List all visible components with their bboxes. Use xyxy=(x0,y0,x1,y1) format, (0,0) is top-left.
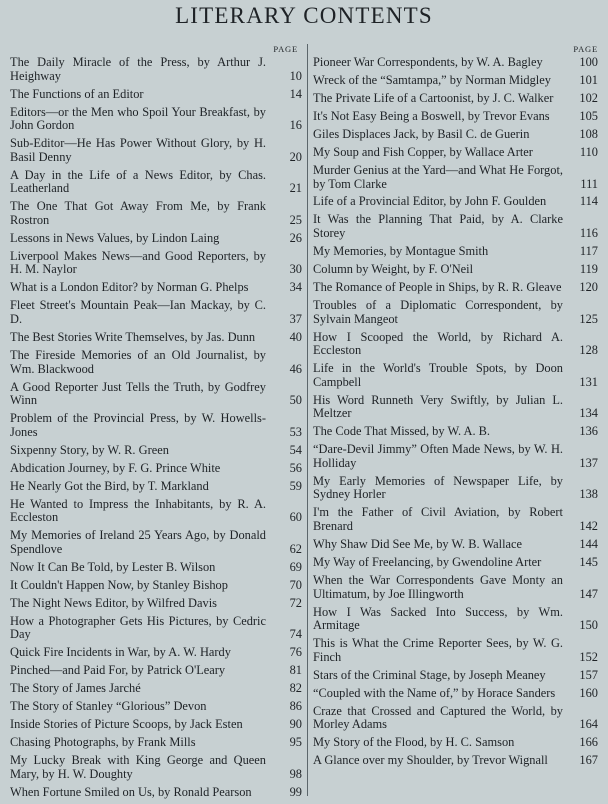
column-divider xyxy=(307,44,308,796)
entry-page-number: 46 xyxy=(289,361,302,376)
entry-page-number: 142 xyxy=(579,519,598,534)
entry-title: A Day in the Life of a News Editor, by Chas. Leatherland xyxy=(10,167,266,196)
entry-title: My Soup and Fish Copper, by Wallace Arter xyxy=(313,144,533,159)
entry-title: Troubles of a Diplomatic Correspondent, by Sylvain Mangeot xyxy=(313,298,563,326)
contents-entry xyxy=(10,498,302,525)
entry-title: It Was the Planning That Paid, by A. Clarke Storey xyxy=(313,212,563,241)
contents-entry xyxy=(313,754,598,768)
contents-entry xyxy=(313,606,598,633)
contents-entry xyxy=(10,682,302,696)
entry-title: It Couldn't Happen Now, by Stanley Bishop xyxy=(10,577,228,592)
contents-entry xyxy=(10,480,302,494)
contents-entry xyxy=(10,381,302,408)
entry-page-number: 90 xyxy=(289,717,302,732)
contents-entry xyxy=(10,579,302,593)
contents-entry xyxy=(313,475,598,502)
entry-title: The Fireside Memories of an Old Journalist, by Wm. Blackwood xyxy=(10,347,266,376)
entry-page-number: 16 xyxy=(289,118,302,133)
entry-page-number: 98 xyxy=(289,766,302,781)
contents-entry xyxy=(313,245,598,259)
entry-title: The Night News Editor, by Wilfred Davis xyxy=(10,595,217,610)
entry-page-number: 134 xyxy=(579,406,598,421)
contents-entry xyxy=(313,331,598,358)
entry-page-number: 99 xyxy=(289,784,302,799)
contents-entry xyxy=(313,705,598,732)
contents-entry xyxy=(313,538,598,552)
entry-page-number: 34 xyxy=(289,280,302,295)
entry-page-number: 21 xyxy=(289,181,302,196)
contents-entry xyxy=(313,195,598,209)
entry-title: It's Not Easy Being a Boswell, by Trevor Evans xyxy=(313,108,550,123)
entry-title: Life in the World's Trouble Spots, by Doon Campbell xyxy=(313,361,563,389)
entry-title: My Story of the Flood, by H. C. Samson xyxy=(313,735,515,750)
entry-page-number: 128 xyxy=(579,343,598,358)
entry-page-number: 166 xyxy=(579,735,598,750)
entry-title: How a Photographer Gets His Pictures, by Cedric Day xyxy=(10,613,266,642)
entry-page-number: 137 xyxy=(579,455,598,470)
entry-page-number: 70 xyxy=(289,577,302,592)
contents-entry xyxy=(10,754,302,781)
entry-title: Fleet Street's Mountain Peak—Ian Mackay, by C. D. xyxy=(10,298,266,327)
entry-title: Lessons in News Values, by Lindon Laing xyxy=(10,230,220,245)
contents-entry xyxy=(10,462,302,476)
entry-page-number: 76 xyxy=(289,645,302,660)
entry-page-number: 167 xyxy=(579,753,598,768)
contents-entry xyxy=(313,299,598,326)
entry-page-number: 60 xyxy=(289,510,302,525)
entry-page-number: 105 xyxy=(579,108,598,123)
entry-title: Problem of the Provincial Press, by W. Howells-Jones xyxy=(10,411,266,439)
right-entry-list xyxy=(313,56,598,768)
entry-title: The Best Stories Write Themselves, by Jas. Dunn xyxy=(10,330,256,344)
entry-title: Life of a Provincial Editor, by John F. Goulden xyxy=(313,194,547,209)
entry-title: How I Scooped the World, by Richard A. Eccleston xyxy=(313,329,563,358)
entry-title: A Good Reporter Just Tells the Truth, by Godfrey Winn xyxy=(10,379,266,408)
contents-entry xyxy=(313,669,598,683)
entry-page-number: 30 xyxy=(289,262,302,277)
contents-entry xyxy=(10,412,302,439)
entry-page-number: 74 xyxy=(289,627,302,642)
entry-title: A Glance over my Shoulder, by Trevor Wignall xyxy=(313,753,548,768)
entry-page-number: 157 xyxy=(579,667,598,682)
entry-title: My Way of Freelancing, by Gwendoline Arter xyxy=(313,555,542,570)
entry-page-number: 164 xyxy=(579,717,598,732)
entry-title: My Memories, by Montague Smith xyxy=(313,244,489,259)
entry-title: The One That Got Away From Me, by Frank Rostron xyxy=(10,199,266,227)
entry-page-number: 86 xyxy=(289,699,302,714)
entry-page-number: 101 xyxy=(579,72,598,87)
entry-page-number: 50 xyxy=(289,393,302,408)
page-column-heading: PAGE xyxy=(273,44,298,54)
contents-entry xyxy=(10,664,302,678)
entry-page-number: 10 xyxy=(289,68,302,83)
entry-title: When the War Correspondents Gave Monty an Ultimatum, by Joe Illingworth xyxy=(313,573,563,601)
entry-title: Giles Displaces Jack, by Basil C. de Guerin xyxy=(313,126,530,141)
entry-title: Pinched—and Paid For, by Patrick O'Leary xyxy=(10,663,226,678)
entry-page-number: 100 xyxy=(579,55,598,69)
entry-title: I'm the Father of Civil Aviation, by Robert Brenard xyxy=(313,505,563,534)
entry-title: The Code That Missed, by W. A. B. xyxy=(313,424,491,439)
entry-page-number: 56 xyxy=(289,460,302,475)
entry-page-number: 116 xyxy=(579,226,598,241)
entry-title: Wreck of the “Samtampa,” by Norman Midgley xyxy=(313,72,551,87)
entry-page-number: 25 xyxy=(289,212,302,227)
entry-title: Now It Can Be Told, by Lester B. Wilson xyxy=(10,559,216,574)
contents-entry xyxy=(313,110,598,124)
entry-page-number: 119 xyxy=(579,262,598,277)
contents-entry xyxy=(313,213,598,240)
contents-entry xyxy=(10,56,302,83)
entry-page-number: 150 xyxy=(579,618,598,633)
contents-entry xyxy=(10,444,302,458)
entry-title: How I Was Sacked Into Success, by Wm. Armitage xyxy=(313,604,563,633)
entry-page-number: 144 xyxy=(579,537,598,552)
entry-title: The Story of Stanley “Glorious” Devon xyxy=(10,699,207,714)
entry-title: Pioneer War Correspondents, by W. A. Bagley xyxy=(313,55,543,69)
entry-title: Sixpenny Story, by W. R. Green xyxy=(10,442,169,457)
entry-title: The Romance of People in Ships, by R. R. Gleave xyxy=(313,280,562,295)
contents-entry xyxy=(313,92,598,106)
page-column-heading: PAGE xyxy=(573,44,598,54)
entry-page-number: 114 xyxy=(579,194,598,209)
contents-entry xyxy=(313,637,598,664)
entry-page-number: 102 xyxy=(579,90,598,105)
entry-page-number: 160 xyxy=(579,685,598,700)
contents-entry xyxy=(313,362,598,389)
entry-page-number: 69 xyxy=(289,559,302,574)
contents-entry xyxy=(10,615,302,642)
entry-page-number: 37 xyxy=(289,312,302,327)
contents-entry xyxy=(10,561,302,575)
left-column xyxy=(10,44,302,804)
entry-page-number: 62 xyxy=(289,541,302,556)
contents-entry xyxy=(10,718,302,732)
contents-entry xyxy=(313,574,598,601)
entry-title: Inside Stories of Picture Scoops, by Jack Esten xyxy=(10,717,243,732)
contents-entry xyxy=(10,299,302,326)
entry-title: This is What the Crime Reporter Sees, by W. G. Finch xyxy=(313,636,563,664)
entry-page-number: 59 xyxy=(289,478,302,493)
entry-title: Chasing Photographs, by Frank Mills xyxy=(10,735,196,750)
contents-entry xyxy=(10,250,302,277)
entry-title: “Dare-Devil Jimmy” Often Made News, by W. H. Holliday xyxy=(313,442,563,470)
contents-entry xyxy=(10,88,302,102)
entry-title: When Fortune Smiled on Us, by Ronald Pearson xyxy=(10,784,252,799)
entry-title: The Functions of an Editor xyxy=(10,86,144,101)
contents-entry xyxy=(10,736,302,750)
entry-title: His Word Runneth Very Swiftly, by Julian L. Meltzer xyxy=(313,392,563,421)
entry-title: Liverpool Makes News—and Good Reporters, by H. M. Naylor xyxy=(10,248,266,277)
entry-page-number: 82 xyxy=(289,681,302,696)
contents-entry xyxy=(10,106,302,133)
contents-entry xyxy=(313,443,598,470)
contents-entry xyxy=(10,700,302,714)
entry-title: He Wanted to Impress the Inhabitants, by R. A. Eccleston xyxy=(10,496,266,525)
entry-title: Column by Weight, by F. O'Neil xyxy=(313,262,474,277)
entry-title: Murder Genius at the Yard—and What He Forgot, by Tom Clarke xyxy=(313,162,563,191)
contents-entry xyxy=(313,56,598,70)
entry-title: My Lucky Break with King George and Queen Mary, by H. W. Doughty xyxy=(10,753,266,781)
contents-entry xyxy=(10,786,302,800)
contents-entry xyxy=(10,232,302,246)
entry-page-number: 26 xyxy=(289,230,302,245)
contents-entry xyxy=(313,263,598,277)
page-title: LITERARY CONTENTS xyxy=(175,3,433,28)
contents-entry xyxy=(10,349,302,376)
contents-entry xyxy=(10,529,302,556)
entry-page-number: 138 xyxy=(579,487,598,502)
contents-entry xyxy=(313,281,598,295)
contents-entry xyxy=(10,597,302,611)
left-entry-list xyxy=(10,56,302,799)
contents-entry xyxy=(313,74,598,88)
entry-title: Stars of the Criminal Stage, by Joseph Meaney xyxy=(313,667,546,682)
entry-title: Sub-Editor—He Has Power Without Glory, by H. Basil Denny xyxy=(10,136,266,164)
right-column xyxy=(313,44,598,772)
entry-page-number: 145 xyxy=(579,555,598,570)
contents-entry xyxy=(10,200,302,227)
contents-entry xyxy=(313,146,598,160)
entry-page-number: 152 xyxy=(579,649,598,664)
entry-page-number: 40 xyxy=(289,330,302,344)
contents-entry xyxy=(10,646,302,660)
entry-title: Abdication Journey, by F. G. Prince White xyxy=(10,460,221,475)
entry-title: He Nearly Got the Bird, by T. Markland xyxy=(10,478,209,493)
entry-page-number: 14 xyxy=(289,86,302,101)
entry-page-number: 72 xyxy=(289,595,302,610)
entry-page-number: 147 xyxy=(579,586,598,601)
contents-entry xyxy=(313,506,598,533)
entry-page-number: 120 xyxy=(579,280,598,295)
contents-entry xyxy=(313,128,598,142)
contents-entry xyxy=(10,331,302,345)
entry-title: Craze that Crossed and Captured the World, by Morley Adams xyxy=(313,703,563,732)
entry-title: The Story of James Jarché xyxy=(10,681,141,696)
contents-entry xyxy=(10,281,302,295)
contents-entry xyxy=(10,137,302,164)
entry-page-number: 108 xyxy=(579,126,598,141)
entry-title: Quick Fire Incidents in War, by A. W. Hardy xyxy=(10,645,231,660)
contents-entry xyxy=(313,736,598,750)
entry-page-number: 125 xyxy=(579,311,598,326)
contents-entry xyxy=(313,425,598,439)
contents-entry xyxy=(10,169,302,196)
contents-entry xyxy=(313,687,598,701)
entry-page-number: 111 xyxy=(580,176,598,191)
entry-page-number: 81 xyxy=(289,663,302,678)
entry-title: My Memories of Ireland 25 Years Ago, by Donald Spendlove xyxy=(10,528,266,556)
entry-title: Why Shaw Did See Me, by W. B. Wallace xyxy=(313,537,523,552)
entry-page-number: 54 xyxy=(289,442,302,457)
entry-title: My Early Memories of Newspaper Life, by Sydney Horler xyxy=(313,473,563,502)
contents-entry xyxy=(313,556,598,570)
entry-page-number: 117 xyxy=(579,244,598,259)
entry-title: The Daily Miracle of the Press, by Arthur J. Heighway xyxy=(10,55,266,83)
entry-page-number: 131 xyxy=(579,374,598,389)
entry-page-number: 53 xyxy=(289,424,302,439)
entry-page-number: 136 xyxy=(579,424,598,439)
entry-title: The Private Life of a Cartoonist, by J. C. Walker xyxy=(313,90,554,105)
entry-page-number: 95 xyxy=(289,735,302,750)
entry-title: What is a London Editor? by Norman G. Phelps xyxy=(10,280,249,295)
contents-entry xyxy=(313,394,598,421)
entry-title: Editors—or the Men who Spoil Your Breakfast, by John Gordon xyxy=(10,104,266,133)
entry-page-number: 20 xyxy=(289,149,302,164)
contents-entry xyxy=(313,164,598,191)
entry-page-number: 110 xyxy=(579,144,598,159)
entry-title: “Coupled with the Name of,” by Horace Sanders xyxy=(313,685,556,700)
